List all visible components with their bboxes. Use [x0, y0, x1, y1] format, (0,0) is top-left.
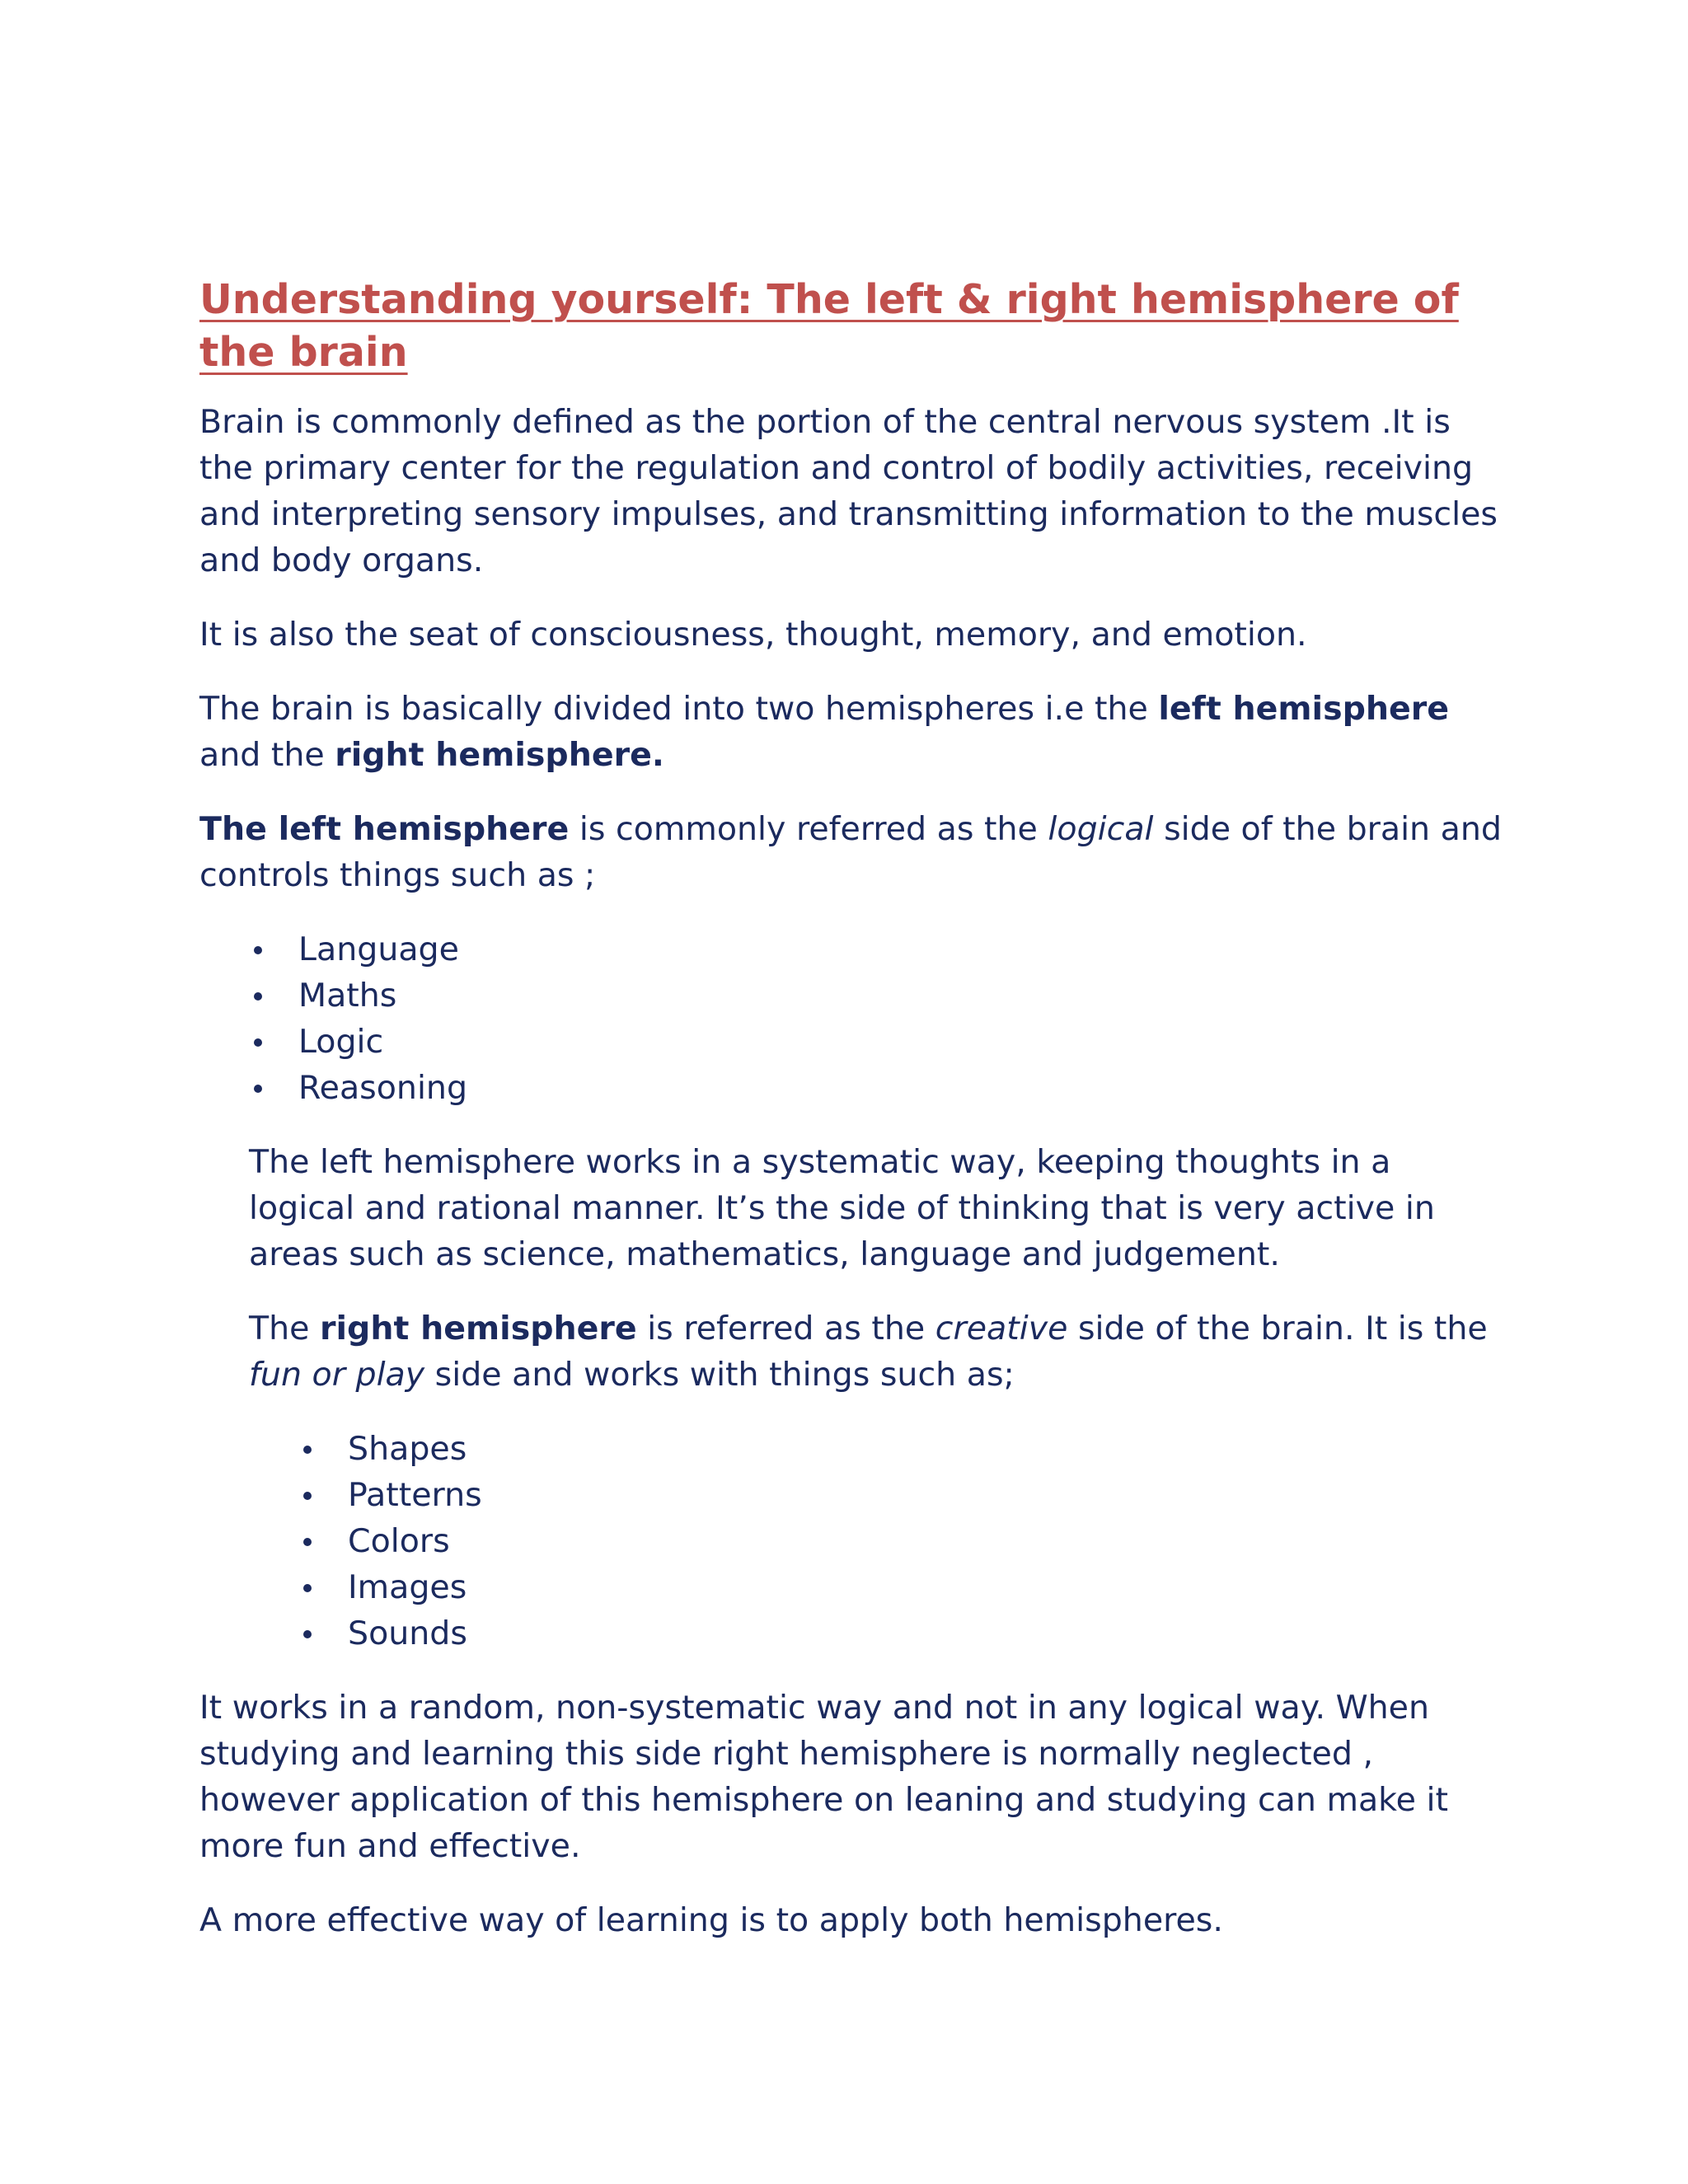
list-item: Patterns: [249, 1472, 1502, 1518]
paragraph-two-hemispheres: [199, 686, 1502, 778]
text-span: The brain is basically divided into two hemispheres i.e the: [199, 690, 1159, 728]
text-span: side of the brain and controls things such as ;: [199, 810, 1502, 894]
bold-right-hemisphere: right hemisphere.: [335, 736, 664, 774]
list-item: Colors: [249, 1518, 1502, 1564]
bold-left-hemisphere-heading: The left hemisphere: [199, 810, 570, 848]
bold-left-hemisphere: left hemisphere: [1158, 690, 1450, 728]
text-span: is referred as the: [636, 1310, 935, 1347]
list-item: Shapes: [249, 1426, 1502, 1472]
document-title: Understanding yourself: The left & right hemisphere of the brain: [199, 276, 1459, 376]
italic-logical: logical: [1048, 810, 1154, 848]
paragraph-left-hemisphere-intro: [199, 806, 1502, 898]
document-page: [199, 274, 1502, 1971]
text-span: side of the brain. It is the: [1067, 1310, 1488, 1347]
paragraph-right-hemisphere-intro: [249, 1305, 1502, 1398]
list-item: Reasoning: [199, 1065, 1502, 1111]
text-span: is commonly referred as the: [569, 810, 1048, 848]
paragraph-left-systematic: The left hemisphere works in a systematic way, keeping thoughts in a logical and rational manner. It’s the side of thinking that is very active in areas such as science, mathematics, language and judgement.: [249, 1143, 1435, 1273]
list-item: Logic: [199, 1019, 1502, 1065]
bold-right-hemisphere-heading: right hemisphere: [320, 1310, 637, 1347]
list-item: Sounds: [249, 1610, 1502, 1657]
right-hemisphere-list: [249, 1426, 1502, 1657]
list-item: Maths: [199, 972, 1502, 1019]
text-span: The: [249, 1310, 321, 1347]
paragraph-consciousness: It is also the seat of consciousness, thought, memory, and emotion.: [199, 616, 1307, 654]
italic-fun-or-play: fun or play: [249, 1356, 425, 1394]
list-item: Language: [199, 926, 1502, 972]
indented-section: [249, 1139, 1502, 1657]
list-item: Images: [249, 1564, 1502, 1610]
italic-creative: creative: [935, 1310, 1068, 1347]
paragraph-brain-definition: Brain is commonly defined as the portion of the central nervous system .It is the primary center for the regulation and control of bodily activities, receiving and interpreting sensory impulses, and transmitting information to the muscles and body organs.: [199, 403, 1498, 579]
paragraph-both-hemispheres: A more effective way of learning is to apply both hemispheres.: [199, 1901, 1223, 1939]
text-span: side and works with things such as;: [424, 1356, 1015, 1394]
left-hemisphere-list: [199, 926, 1502, 1111]
text-span: and the: [199, 736, 335, 774]
paragraph-random-nonsystematic: It works in a random, non-systematic way and not in any logical way. When studying and learning this side right hemisphere is normally neglected , however application of this hemisphere on leaning and studying can make it more fun and effective.: [199, 1689, 1448, 1865]
